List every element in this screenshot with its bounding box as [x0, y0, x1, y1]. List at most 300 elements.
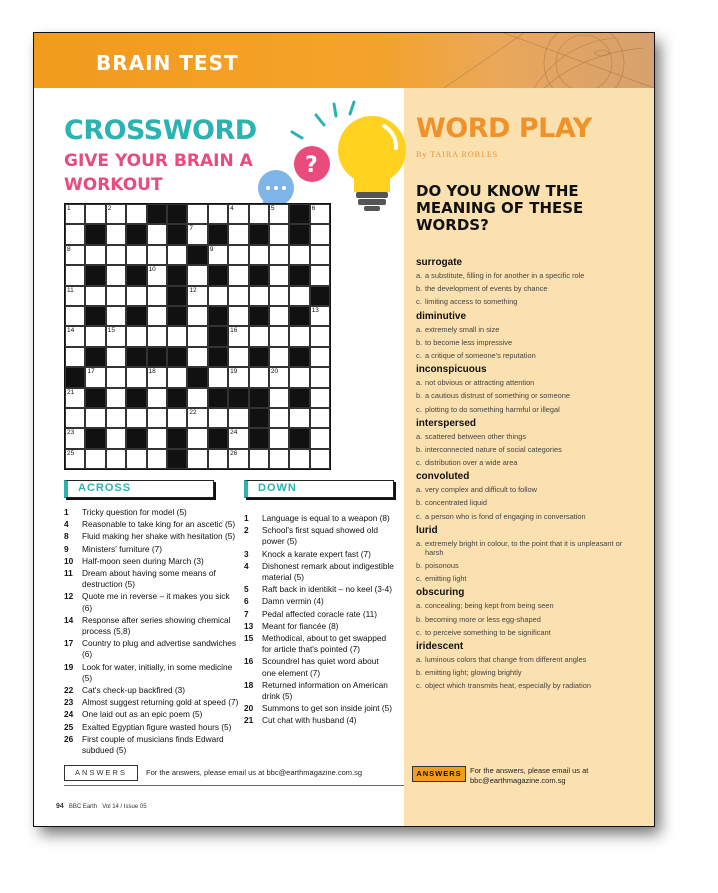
crossword-cell[interactable]	[147, 367, 167, 387]
option-letter: b.	[416, 391, 423, 401]
quiz-word: inconspicuous	[416, 364, 487, 376]
crossword-cell[interactable]	[289, 286, 309, 306]
crossword-cell[interactable]	[310, 449, 330, 469]
crossword-cell[interactable]	[106, 367, 126, 387]
black-square	[167, 204, 187, 224]
crossword-cell[interactable]	[106, 245, 126, 265]
crossword-cell[interactable]	[208, 245, 228, 265]
crossword-cell[interactable]	[269, 347, 289, 367]
clue-item	[244, 656, 394, 678]
clue-number: 6	[311, 205, 316, 212]
option-letter: b.	[416, 561, 423, 570]
crossword-cell[interactable]	[85, 245, 105, 265]
quiz-word: obscuring	[416, 587, 465, 599]
black-square	[289, 388, 309, 408]
quiz-option	[416, 615, 636, 624]
option-text: emitting light; glowing brightly	[425, 668, 522, 678]
crossword-cell[interactable]	[106, 224, 126, 244]
black-square	[289, 224, 309, 244]
quiz-option	[416, 405, 636, 414]
option-letter: a.	[416, 485, 423, 495]
option-text: limiting access to something	[425, 297, 518, 307]
across-heading: ACROSS	[64, 480, 214, 498]
clue-number: 21	[67, 388, 75, 396]
option-text: not obvious or attracting attention	[425, 378, 535, 388]
crossword-cell[interactable]	[310, 204, 330, 224]
crossword-title: CROSSWORD	[64, 115, 257, 146]
crossword-cell[interactable]	[269, 224, 289, 244]
banner-title: BRAIN TEST	[96, 51, 239, 75]
crossword-cell[interactable]	[228, 428, 248, 448]
option-text: a cautious distrust of something or someone	[425, 391, 571, 401]
clue-item	[244, 633, 394, 655]
crossword-cell[interactable]	[228, 286, 248, 306]
black-square	[249, 224, 269, 244]
crossword-cell[interactable]	[187, 388, 207, 408]
crossword-cell[interactable]	[85, 286, 105, 306]
clue-number: 12	[189, 286, 197, 294]
crossword-cell[interactable]	[65, 306, 85, 326]
crossword-answers-bar	[64, 765, 384, 783]
crossword-cell[interactable]	[65, 326, 85, 346]
crossword-cell[interactable]	[310, 388, 330, 408]
crossword-cell[interactable]	[310, 408, 330, 428]
crossword-cell[interactable]	[106, 408, 126, 428]
crossword-cell[interactable]	[106, 204, 126, 224]
option-text: the development of events by chance	[425, 284, 548, 294]
quiz-option	[416, 539, 636, 557]
crossword-cell[interactable]	[147, 306, 167, 326]
crossword-cell[interactable]	[106, 428, 126, 448]
quiz-option	[416, 391, 636, 400]
crossword-cell[interactable]	[126, 367, 146, 387]
black-square	[289, 306, 309, 326]
crossword-cell[interactable]	[269, 204, 289, 224]
crossword-cell[interactable]	[269, 428, 289, 448]
crossword-cell[interactable]	[65, 204, 85, 224]
option-text: concentrated liquid	[425, 498, 488, 508]
crossword-cell[interactable]	[106, 326, 126, 346]
quiz-option	[416, 681, 636, 690]
black-square	[249, 347, 269, 367]
crossword-cell[interactable]	[228, 224, 248, 244]
clue-number: 11	[64, 568, 73, 579]
clue-number: 3	[244, 548, 249, 559]
option-letter: a.	[416, 378, 423, 388]
crossword-cell[interactable]	[147, 224, 167, 244]
crossword-cell[interactable]	[65, 245, 85, 265]
crossword-cell[interactable]	[187, 428, 207, 448]
down-clue-list	[244, 513, 394, 728]
crossword-cell[interactable]	[126, 245, 146, 265]
clue-text: Tricky question for model (5)	[82, 507, 187, 517]
crossword-cell[interactable]	[147, 408, 167, 428]
crossword-cell[interactable]	[167, 326, 187, 346]
crossword-cell[interactable]	[147, 449, 167, 469]
crossword-cell[interactable]	[269, 408, 289, 428]
quiz-option	[416, 512, 636, 521]
black-square	[167, 449, 187, 469]
clue-number: 18	[244, 679, 254, 690]
option-text: distribution over a wide area	[425, 458, 518, 468]
clue-text: Almost suggest returning gold at speed (7)	[82, 697, 239, 708]
crossword-cell[interactable]	[269, 367, 289, 387]
crossword-cell[interactable]	[85, 204, 105, 224]
clue-item	[64, 722, 239, 733]
crossword-cell[interactable]	[289, 326, 309, 346]
crossword-cell[interactable]	[208, 286, 228, 306]
clue-number: 25	[64, 721, 74, 732]
black-square	[289, 265, 309, 285]
clue-text: Country to plug and advertise sandwiches (6)	[82, 638, 237, 660]
black-square	[126, 224, 146, 244]
clue-item	[64, 709, 239, 720]
crossword-cell[interactable]	[249, 449, 269, 469]
crossword-cell[interactable]	[208, 204, 228, 224]
crossword-cell[interactable]	[106, 388, 126, 408]
crossword-cell[interactable]	[310, 224, 330, 244]
crossword-cell[interactable]	[310, 347, 330, 367]
option-text: poisonous	[425, 561, 459, 570]
crossword-cell[interactable]	[228, 347, 248, 367]
crossword-cell[interactable]	[310, 265, 330, 285]
black-square	[310, 286, 330, 306]
option-text: becoming more or less egg-shaped	[425, 614, 541, 624]
quiz-option	[416, 284, 636, 293]
crossword-cell[interactable]	[249, 326, 269, 346]
crossword-cell[interactable]	[187, 449, 207, 469]
clue-text: Summons to get son inside joint (5)	[262, 703, 393, 714]
clue-item	[244, 596, 394, 607]
clue-item	[64, 685, 239, 696]
crossword-cell[interactable]	[269, 245, 289, 265]
black-square	[208, 347, 228, 367]
crossword-grid[interactable]	[64, 203, 331, 470]
clue-item	[64, 519, 239, 530]
clue-item	[244, 584, 394, 595]
crossword-cell[interactable]	[310, 428, 330, 448]
clue-number: 17	[87, 368, 95, 376]
clue-item	[64, 734, 239, 756]
clue-number: 5	[270, 205, 275, 212]
clue-number: 22	[64, 685, 74, 696]
clue-number: 1	[67, 205, 71, 212]
black-square	[187, 367, 207, 387]
footer-brand: BBC Earth	[68, 804, 98, 810]
clue-number: 21	[244, 715, 254, 726]
clue-number: 15	[107, 327, 116, 335]
crossword-cell[interactable]	[126, 204, 146, 224]
crossword-cell[interactable]	[106, 265, 126, 285]
crossword-cell[interactable]	[228, 326, 248, 346]
crossword-subtitle: GIVE YOUR BRAIN A WORKOUT	[64, 151, 253, 195]
option-letter: c.	[416, 574, 422, 584]
clue-text: Scoundrel has quiet word about one element (7)	[262, 656, 379, 678]
black-square	[85, 224, 105, 244]
black-square	[208, 428, 228, 448]
clue-number: 14	[67, 327, 75, 335]
wordplay-answers-text: For the answers, please email us at bbc@earthmagazine.com.sg	[470, 766, 589, 785]
crossword-cell[interactable]	[147, 265, 167, 285]
clue-item	[244, 561, 394, 583]
crossword-cell[interactable]	[147, 286, 167, 306]
clue-item	[64, 615, 239, 637]
clue-text: Cat's check-up backfired (3)	[82, 685, 186, 696]
crossword-cell[interactable]	[228, 306, 248, 326]
black-square	[85, 265, 105, 285]
crossword-cell[interactable]	[289, 449, 309, 469]
option-letter: b.	[416, 444, 423, 454]
black-square	[249, 408, 269, 428]
word-quiz-list	[416, 253, 636, 695]
black-square	[65, 367, 85, 387]
option-letter: b.	[416, 337, 423, 347]
option-text: very complex and difficult to follow	[425, 485, 538, 495]
crossword-cell[interactable]	[147, 428, 167, 448]
crossword-cell[interactable]	[228, 245, 248, 265]
quiz-option	[416, 458, 636, 467]
crossword-cell[interactable]	[147, 388, 167, 408]
clue-item	[244, 513, 394, 524]
quiz-option	[416, 271, 636, 280]
clue-text: Quote me in reverse – it makes you sick (6)	[82, 591, 230, 613]
crossword-cell[interactable]	[187, 306, 207, 326]
crossword-cell[interactable]	[310, 306, 330, 326]
crossword-cell[interactable]	[85, 367, 105, 387]
crossword-cell[interactable]	[249, 245, 269, 265]
option-text: extremely small in size	[425, 324, 500, 334]
down-heading: DOWN	[244, 480, 394, 498]
clue-number: 25	[67, 449, 75, 457]
crossword-cell[interactable]	[65, 388, 85, 408]
clue-text: Meant for fiancée (8)	[262, 620, 339, 631]
option-letter: b.	[416, 284, 423, 294]
clue-number: 2	[107, 205, 112, 212]
crossword-cell[interactable]	[187, 326, 207, 346]
clue-text: Dishonest remark about indigestible material (5)	[262, 560, 394, 583]
clue-text: Raft back in identikit – no keel (3-4)	[262, 584, 393, 595]
crossword-cell[interactable]	[208, 367, 228, 387]
crossword-cell[interactable]	[106, 347, 126, 367]
crossword-cell[interactable]	[85, 449, 105, 469]
clue-text: One laid out as an epic poem (5)	[82, 709, 203, 720]
answers-text: For the answers, please email us at bbc@earthmagazine.com.sg	[146, 768, 363, 777]
quiz-option	[416, 668, 636, 677]
crossword-cell[interactable]	[106, 306, 126, 326]
crossword-cell[interactable]	[167, 245, 187, 265]
clue-item	[64, 697, 239, 708]
crossword-cell[interactable]	[269, 326, 289, 346]
clue-number: 19	[64, 661, 74, 672]
clue-number: 26	[230, 449, 238, 457]
quiz-option	[416, 628, 636, 637]
page-footer	[56, 803, 147, 810]
clue-number: 12	[64, 591, 74, 602]
crossword-cell[interactable]	[269, 286, 289, 306]
crossword-cell[interactable]	[249, 286, 269, 306]
crossword-cell[interactable]	[65, 428, 85, 448]
clue-item	[244, 549, 394, 560]
black-square	[208, 306, 228, 326]
crossword-cell[interactable]	[228, 449, 248, 469]
black-square	[126, 347, 146, 367]
crossword-cell[interactable]	[269, 449, 289, 469]
clue-item	[244, 621, 394, 632]
clue-item	[244, 609, 394, 620]
option-text: interconnected nature of social categories	[425, 444, 562, 454]
speech-bubble-lightbulb-illustration	[244, 80, 414, 220]
black-square	[289, 204, 309, 224]
crossword-cell[interactable]	[269, 388, 289, 408]
page-number: 94	[56, 803, 64, 810]
crossword-cell[interactable]	[85, 408, 105, 428]
black-square	[85, 306, 105, 326]
crossword-cell[interactable]	[187, 286, 207, 306]
crossword-cell[interactable]	[289, 367, 309, 387]
crossword-cell[interactable]	[187, 224, 207, 244]
crossword-cell[interactable]	[228, 408, 248, 428]
quiz-option	[416, 485, 636, 494]
crossword-cell[interactable]	[126, 326, 146, 346]
crossword-cell[interactable]	[289, 245, 309, 265]
clue-text: Ministers' furniture (7)	[82, 543, 162, 554]
option-letter: c.	[416, 297, 422, 307]
black-square	[208, 224, 228, 244]
magazine-page	[34, 33, 654, 826]
clue-text: Fluid making her shake with hesitation (5)	[82, 531, 236, 542]
crossword-cell[interactable]	[310, 326, 330, 346]
black-square	[147, 204, 167, 224]
clue-number: 20	[270, 368, 279, 376]
crossword-cell[interactable]	[65, 265, 85, 285]
clue-number: 17	[64, 638, 74, 649]
black-square	[167, 428, 187, 448]
clue-item	[64, 507, 239, 518]
clue-text: Look for water, initially, in some medicine (5)	[82, 661, 233, 683]
crossword-cell[interactable]	[187, 265, 207, 285]
clue-number: 20	[244, 703, 254, 714]
quiz-option	[416, 325, 636, 334]
option-letter: a.	[416, 654, 423, 664]
clue-number: 24	[64, 709, 74, 720]
clue-number: 4	[230, 205, 234, 212]
quiz-option	[416, 601, 636, 610]
clue-number: 7	[189, 225, 193, 233]
crossword-cell[interactable]	[187, 408, 207, 428]
crossword-cell[interactable]	[228, 204, 248, 224]
crossword-cell[interactable]	[65, 408, 85, 428]
clue-number: 13	[311, 306, 319, 314]
crossword-cell[interactable]	[65, 347, 85, 367]
clue-number: 8	[67, 245, 71, 253]
option-text: scattered between other things	[425, 431, 527, 441]
quiz-word: surrogate	[416, 257, 463, 268]
option-letter: a.	[416, 431, 423, 441]
clue-number: 10	[148, 266, 156, 274]
crossword-cell[interactable]	[65, 286, 85, 306]
crossword-cell[interactable]	[187, 204, 207, 224]
option-letter: b.	[416, 614, 423, 624]
crossword-cell[interactable]	[147, 245, 167, 265]
option-letter: c.	[416, 511, 422, 521]
crossword-cell[interactable]	[65, 224, 85, 244]
wordplay-answers-label: ANSWERS	[412, 766, 466, 782]
black-square	[126, 265, 146, 285]
crossword-cell[interactable]	[208, 449, 228, 469]
clue-number: 6	[244, 596, 249, 607]
clue-number: 26	[64, 733, 74, 744]
crossword-cell[interactable]	[228, 367, 248, 387]
black-square	[249, 388, 269, 408]
crossword-cell[interactable]	[167, 367, 187, 387]
crossword-cell[interactable]	[289, 408, 309, 428]
crossword-cell[interactable]	[106, 286, 126, 306]
black-square	[147, 347, 167, 367]
crossword-cell[interactable]	[126, 449, 146, 469]
option-letter: a.	[416, 538, 423, 548]
option-text: object which transmits heat, especially by radiation	[425, 681, 591, 691]
crossword-cell[interactable]	[269, 306, 289, 326]
clue-number: 22	[189, 408, 197, 416]
crossword-cell[interactable]	[228, 265, 248, 285]
crossword-cell[interactable]	[167, 408, 187, 428]
option-text: to perceive something to be significant	[425, 627, 551, 637]
clue-number: 16	[230, 327, 238, 335]
black-square	[167, 388, 187, 408]
clue-text: Exalted Egyptian figure wasted hours (5)	[82, 721, 232, 732]
crossword-cell[interactable]	[126, 286, 146, 306]
black-square	[167, 265, 187, 285]
clue-number: 10	[64, 555, 74, 566]
option-text: a person who is fond of engaging in conversation	[425, 511, 586, 521]
quiz-option	[416, 561, 636, 570]
clue-item	[64, 591, 239, 613]
clue-number: 23	[64, 697, 74, 708]
crossword-cell[interactable]	[126, 408, 146, 428]
answers-label: ANSWERS	[64, 765, 138, 781]
black-square	[187, 245, 207, 265]
crossword-cell[interactable]	[147, 326, 167, 346]
clue-text: Half-moon seen during March (3)	[82, 555, 204, 566]
clue-text: Response after series showing chemical process (5,8)	[82, 614, 231, 637]
crossword-cell[interactable]	[310, 245, 330, 265]
clue-text: Cut chat with husband (4)	[262, 715, 357, 726]
black-square	[249, 265, 269, 285]
crossword-cell[interactable]	[269, 265, 289, 285]
crossword-cell[interactable]	[310, 367, 330, 387]
clue-item	[244, 715, 394, 726]
crossword-cell[interactable]	[65, 449, 85, 469]
black-square	[85, 388, 105, 408]
crossword-cell[interactable]	[249, 204, 269, 224]
option-text: a substitute, filling in for another in a specific role	[425, 271, 585, 280]
crossword-cell[interactable]	[208, 408, 228, 428]
option-letter: c.	[416, 627, 422, 637]
crossword-cell[interactable]	[249, 367, 269, 387]
clue-text: Returned information on American drink (5)	[262, 679, 388, 702]
clue-number: 9	[64, 543, 69, 554]
black-square	[249, 428, 269, 448]
clue-number: 1	[244, 513, 249, 523]
crossword-cell[interactable]	[187, 347, 207, 367]
clue-number: 19	[230, 368, 238, 376]
clue-number: 8	[64, 531, 69, 542]
quiz-word: iridescent	[416, 640, 464, 652]
crossword-cell[interactable]	[85, 326, 105, 346]
clue-number: 5	[244, 584, 249, 595]
crossword-cell[interactable]	[106, 449, 126, 469]
black-square	[167, 286, 187, 306]
